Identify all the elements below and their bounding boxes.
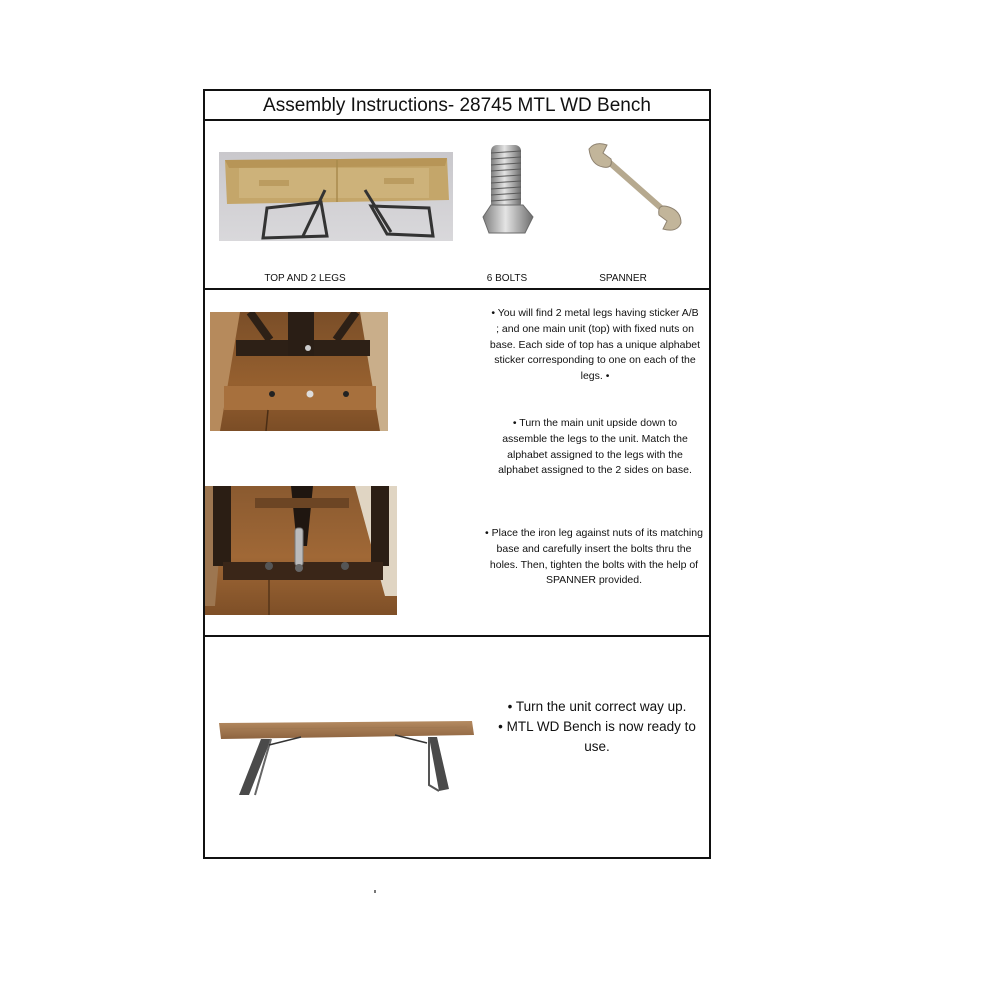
spanner-photo <box>585 141 685 233</box>
step-3-text: • Place the iron leg against nuts of its matching base and carefully insert the bolts thru the holes. Then, tighten the bolts with the help of SPANNER provided. <box>485 527 703 587</box>
assembled-bench-photo <box>217 719 475 801</box>
page-title: Assembly Instructions- 28745 MTL WD Bench <box>205 91 709 121</box>
final-step-2-text: • MTL WD Bench is now ready to use. <box>498 719 696 754</box>
step-1-text: • You will find 2 metal legs having sticker A/B ; and one main unit (top) with fixed nuts on base. Each side of top has a unique alphabet sticker corresponding to one on each of the legs. • <box>489 307 701 383</box>
instruction-sheet <box>203 89 711 859</box>
part-label-spanner: SPANNER <box>599 273 647 284</box>
parts-section <box>205 121 709 290</box>
final-step-1-text: • Turn the unit correct way up. <box>507 699 687 714</box>
step-2-text: • Turn the main unit upside down to assemble the legs to the unit. Match the alphabet assigned to the legs with the alphabet assigned to the 2 sides on base. <box>498 417 692 477</box>
underside-photo <box>210 312 388 431</box>
stray-mark <box>374 890 376 893</box>
bolting-photo <box>205 486 397 615</box>
part-label-top-and-legs: TOP AND 2 LEGS <box>264 273 346 284</box>
final-section <box>205 637 709 857</box>
top-and-legs-photo <box>219 152 453 241</box>
bolt-photo <box>477 141 539 239</box>
steps-section <box>205 290 709 637</box>
part-label-bolts: 6 BOLTS <box>486 273 528 284</box>
